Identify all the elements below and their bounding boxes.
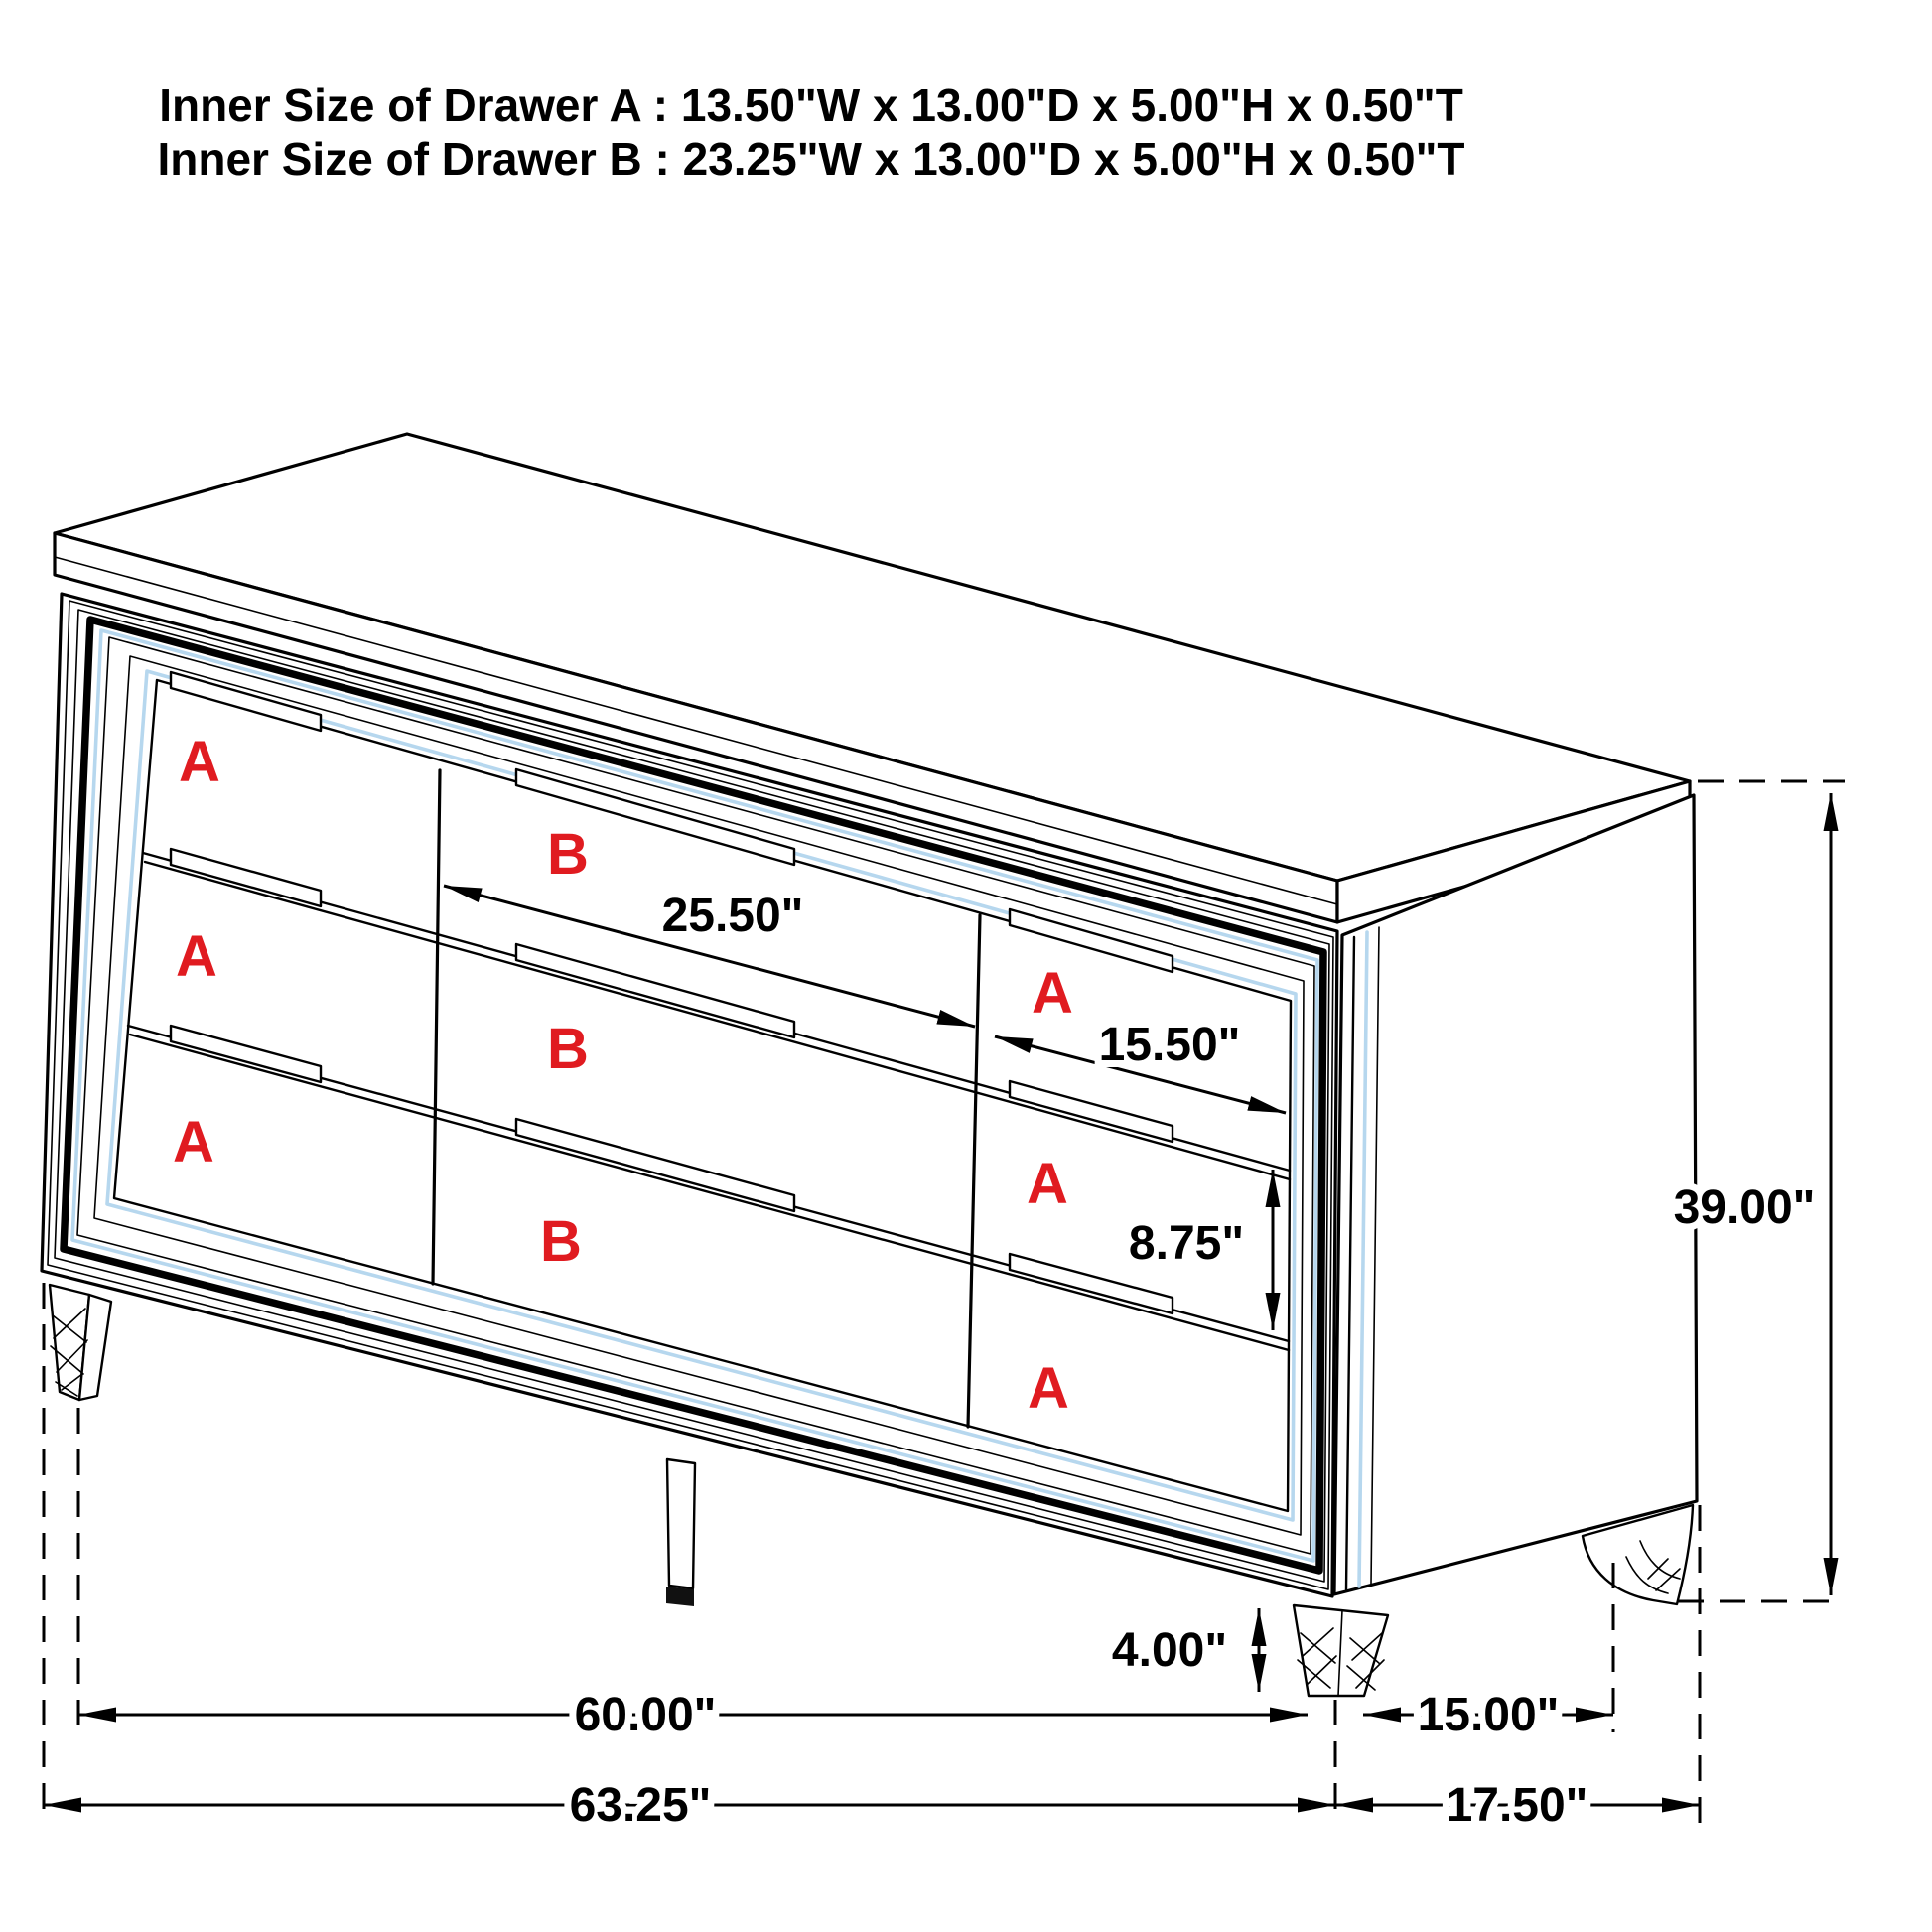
label-drawer-b2: B [547, 1017, 589, 1081]
dim-text-25-50: 25.50" [661, 890, 804, 942]
dim-front-leg-span [78, 1689, 1308, 1741]
dim-overall-width [44, 1779, 1335, 1832]
dim-text-60-00: 60.00" [574, 1689, 717, 1741]
title-line-drawer-a: Inner Size of Drawer A : 13.50"W x 13.00"D x 5.00"H x 0.50"T [159, 79, 1463, 131]
dim-side-leg-span [1363, 1689, 1613, 1741]
dim-overall-depth [1335, 1779, 1700, 1832]
title-line-drawer-b: Inner Size of Drawer B : 23.25"W x 13.00"D x 5.00"H x 0.50"T [157, 133, 1465, 185]
label-drawer-a3: A [173, 1110, 214, 1174]
dim-text-17-50: 17.50" [1446, 1779, 1588, 1832]
center-leg-post [667, 1459, 695, 1588]
label-drawer-a-right-3: A [1028, 1356, 1069, 1421]
label-drawer-b3: B [540, 1209, 582, 1274]
dim-text-39-00: 39.00" [1673, 1181, 1816, 1234]
dim-text-4-00: 4.00" [1111, 1624, 1228, 1677]
center-leg-foot [666, 1587, 694, 1606]
front-left-leg [50, 1285, 111, 1400]
dim-text-63-25: 63.25" [569, 1779, 712, 1832]
dim-text-8-75: 8.75" [1128, 1217, 1245, 1270]
dresser-drawing [42, 434, 1697, 1696]
dim-leg-height [1112, 1608, 1259, 1692]
dim-text-15-00: 15.00" [1417, 1689, 1560, 1741]
side-panel-face [1334, 795, 1697, 1594]
title-block [157, 79, 1464, 185]
label-drawer-a1: A [179, 730, 220, 794]
label-drawer-a-right-1: A [1032, 961, 1073, 1026]
label-drawer-a-right-2: A [1027, 1152, 1068, 1216]
label-drawer-a2: A [176, 924, 217, 989]
dim-text-15-50: 15.50" [1098, 1019, 1241, 1071]
label-drawer-b1: B [547, 822, 589, 887]
front-right-leg [1294, 1605, 1388, 1696]
center-leg [666, 1459, 695, 1606]
side-panel [1334, 795, 1697, 1594]
